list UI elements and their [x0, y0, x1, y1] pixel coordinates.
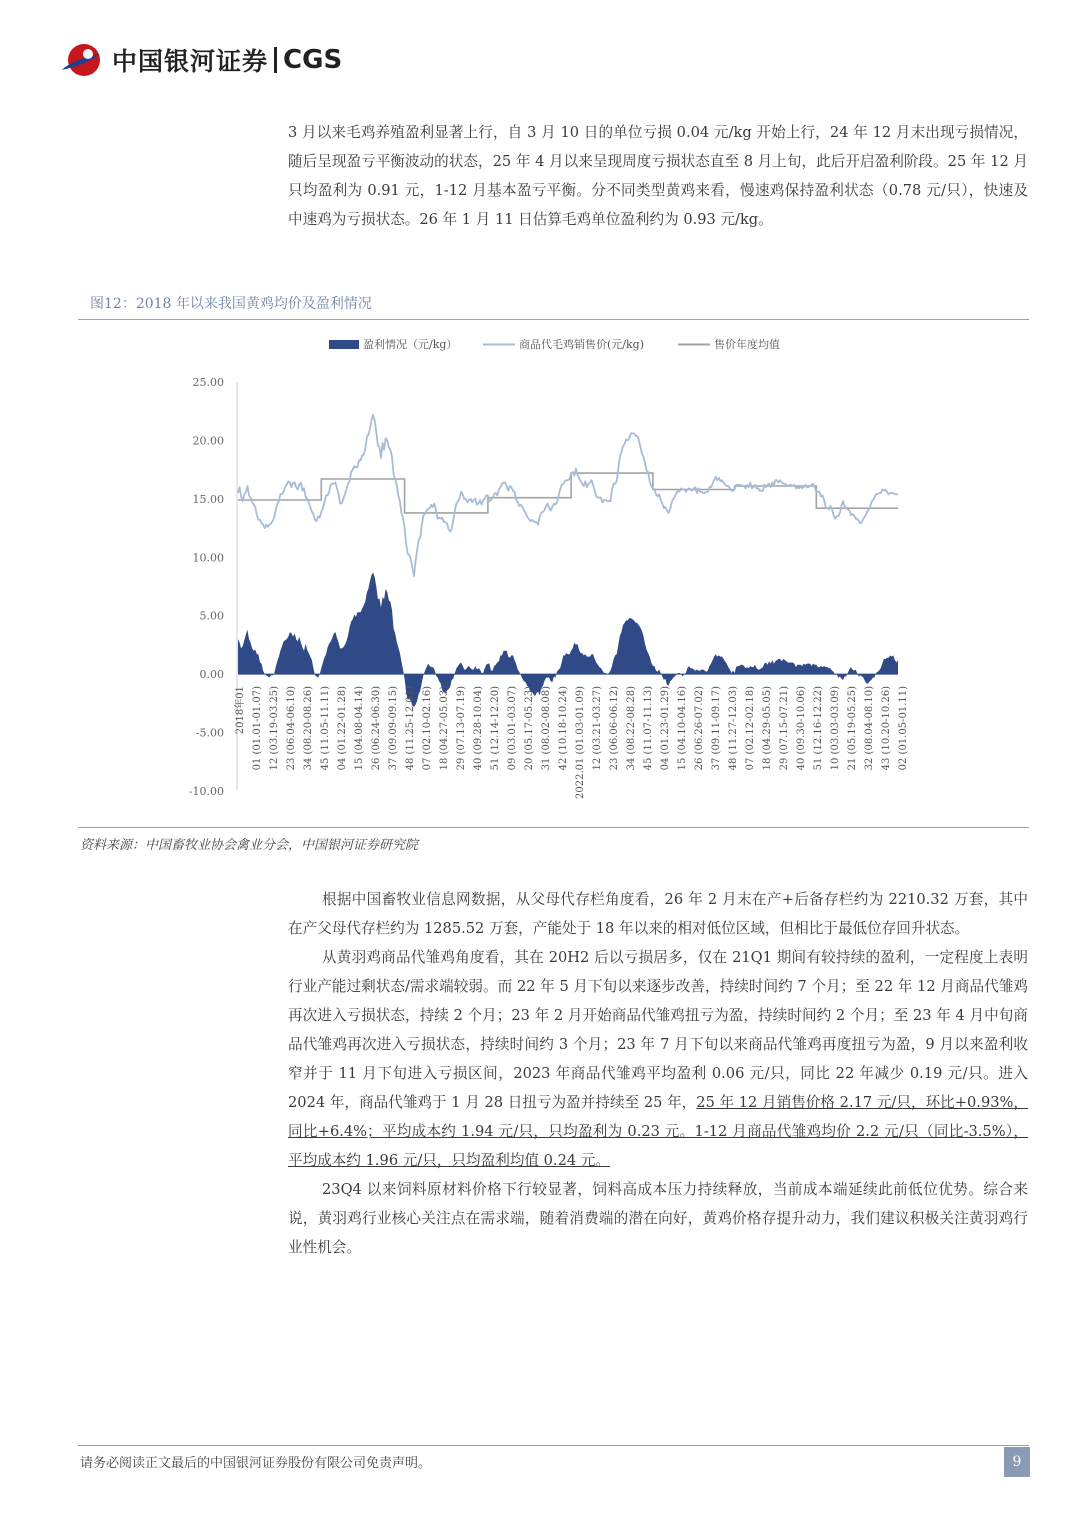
legend-label-profit: 盈利情况（元/kg）	[363, 338, 458, 351]
x-category-label: 2018年01	[235, 686, 246, 735]
legend-swatch-profit	[329, 340, 359, 349]
x-category-label: 43 (10.20-10.26)	[881, 686, 892, 771]
x-category-label: 23 (06.04-06.10)	[286, 686, 297, 771]
x-category-label: 45 (11.07-11.13)	[643, 686, 654, 771]
x-category-label: 10 (03.03-03.09)	[830, 686, 841, 771]
x-category-label: 12 (03.19-03.25)	[269, 686, 280, 771]
body-text	[288, 885, 1028, 1262]
x-category-label: 40 (09.28-10.04)	[473, 686, 484, 771]
series-annual-average-step	[238, 473, 898, 513]
x-category-label: 23 (06.06-06.12)	[609, 686, 620, 771]
x-axis-labels	[233, 686, 909, 799]
x-category-label: 02 (01.05-01.11)	[898, 686, 909, 771]
plot-area	[238, 415, 898, 707]
x-category-label: 34 (08.22-08.28)	[626, 686, 637, 771]
x-category-label: 34 (08.20-08.26)	[303, 686, 314, 771]
y-tick-label: 10.00	[192, 551, 224, 565]
legend-label-annual-avg: 售价年度均值	[714, 338, 780, 351]
legend-label-price: 商品代毛鸡销售价(元/kg)	[519, 338, 644, 351]
x-category-label: 04 (01.22-01.28)	[337, 686, 348, 771]
profit-price-chart	[150, 325, 910, 820]
x-category-label: 32 (08.04-08.10)	[864, 686, 875, 771]
paragraph-chick-profit-text: 从黄羽鸡商品代雏鸡角度看，其在 20H2 后以亏损居多，仅在 21Q1 期间有较持续的盈利，一定程度上表明行业产能过剩状态/需求端较弱。而 22 年 5 月下旬以来逐步改善，持续时间约 7 个月；至 22 年 12 月商品代雏鸡再次进入亏损状态，持续 2 个月；23 年 2 月开始商品代雏鸡扭亏为盈，持续时间约 2 个月；至 23 年 4 月中旬商品代雏鸡再次进入亏损状态，持续时间约 3 个月；23 年 7 月下旬以来商品代雏鸡再度扭亏为盈，9 月以来盈利收窄并于 11 月下旬进入亏损区间，2023 年商品代雏鸡平均盈利 0.06 元/只，同比 22 年减少 0.19 元/只。进入 2024 年，商品代雏鸡于 1 月 28 日扭亏为盈并持续至 25 年，	[288, 949, 1028, 1111]
figure-top-rule	[78, 319, 1029, 320]
y-tick-label: -5.00	[195, 726, 224, 740]
x-category-label: 37 (09.09-09.15)	[388, 686, 399, 771]
x-category-label: 42 (10.18-10.24)	[558, 686, 569, 771]
paragraph-parent-stock: 根据中国畜牧业信息网数据，从父母代存栏角度看，26 年 2 月末在产+后备存栏约为 2210.32 万套，其中在产父母代存栏约为 1285.52 万套，产能处于 18 年以来的相对低位区域，但相比于最低位存回升状态。	[288, 891, 1028, 937]
footer-rule	[78, 1445, 1029, 1446]
y-tick-label: -10.00	[188, 785, 224, 798]
x-category-label: 04 (01.23-01.29)	[660, 686, 671, 771]
x-category-label: 26 (06.24-06.30)	[371, 686, 382, 771]
footer-disclaimer: 请务必阅读正文最后的中国银河证券股份有限公司免责声明。	[80, 1456, 432, 1471]
x-category-label: 01 (01.01-01.07)	[252, 686, 263, 771]
x-category-label: 07 (02.10-02.16)	[422, 686, 433, 771]
figure-source: 资料来源：中国畜牧业协会禽业分会，中国银河证券研究院	[80, 838, 419, 853]
x-category-label: 20 (05.17-05.23)	[524, 686, 535, 771]
x-category-label: 51 (12.16-12.22)	[813, 686, 824, 771]
x-category-label: 09 (03.01-03.07)	[507, 686, 518, 771]
x-category-label: 48 (11.27-12.03)	[728, 686, 739, 771]
series-price-line	[238, 415, 898, 576]
brand-name-en: CGS	[283, 45, 343, 75]
x-category-label: 26 (06.26-07.02)	[694, 686, 705, 771]
x-category-label: 48 (11.25-12.01)	[405, 686, 416, 771]
x-category-label: 2022.01 (01.03-01.09)	[575, 686, 586, 799]
x-category-label: 21 (05.19-05.25)	[847, 686, 858, 771]
x-category-label: 18 (04.29-05.05)	[762, 686, 773, 771]
x-category-label: 15 (04.10-04.16)	[677, 686, 688, 771]
x-category-label: 15 (04.08-04.14)	[354, 686, 365, 771]
x-category-label: 07 (02.12-02.18)	[745, 686, 756, 771]
y-axis	[189, 376, 224, 798]
paragraph-chick-profit-highlight: 25 年 12 月销售价格 2.17 元/只，环比+0.93%，同比+6.4%；平均成本约 1.94 元/只，只均盈利为 0.23 元。1-12 月商品代雏鸡均价 2.2 元/只（同比-3.5%），平均成本约 1.96 元/只，只均盈利均值 0.24 元。	[288, 1094, 1028, 1169]
brand-divider	[274, 47, 277, 73]
y-tick-label: 25.00	[192, 376, 224, 389]
y-tick-label: 15.00	[192, 492, 224, 506]
x-category-label: 51 (12.14-12.20)	[490, 686, 501, 771]
x-category-label: 40 (09.30-10.06)	[796, 686, 807, 771]
x-category-label: 29 (07.15-07.21)	[779, 686, 790, 771]
x-category-label: 18 (04.27-05.03)	[439, 686, 450, 771]
cgs-logo-icon	[60, 40, 104, 80]
paragraph-chick-profit	[288, 943, 1028, 1175]
brand-logo	[60, 40, 342, 80]
figure-bottom-rule	[78, 827, 1029, 828]
y-tick-label: 5.00	[199, 609, 224, 623]
x-category-label: 12 (03.21-03.27)	[592, 686, 603, 771]
brand-name-cn: 中国银河证券	[112, 47, 269, 76]
x-category-label: 29 (07.13-07.19)	[456, 686, 467, 771]
figure-title: 图12：2018 年以来我国黄鸡均价及盈利情况	[90, 296, 372, 312]
chart-legend	[329, 337, 780, 351]
page-number: 9	[1004, 1447, 1030, 1477]
x-category-label: 37 (09.11-09.17)	[711, 686, 722, 771]
x-category-label: 45 (11.05-11.11)	[320, 686, 331, 771]
intro-paragraph: 3 月以来毛鸡养殖盈利显著上行，自 3 月 10 日的单位亏损 0.04 元/kg 开始上行，24 年 12 月末出现亏损情况，随后呈现盈亏平衡波动的状态，25 年 4 月以来呈现周度亏损状态直至 8 月上旬，此后开启盈利阶段。25 年 12 月只均盈利为 0.91 元，1-12 月基本盈亏平衡。分不同类型黄鸡来看，慢速鸡保持盈利状态（0.78 元/只），快速及中速鸡为亏损状态。26 年 1 月 11 日估算毛鸡单位盈利约为 0.93 元/kg。	[288, 124, 1028, 228]
y-tick-label: 20.00	[192, 434, 224, 448]
x-category-label: 31 (08.02-08.08)	[541, 686, 552, 771]
y-tick-label: 0.00	[199, 668, 224, 682]
paragraph-outlook: 23Q4 以来饲料原材料价格下行较显著，饲料高成本压力持续释放，当前成本端延续此前低位优势。综合来说，黄羽鸡行业核心关注点在需求端，随着消费端的潜在向好，黄鸡价格存提升动力，我们建议积极关注黄羽鸡行业性机会。	[288, 1181, 1028, 1256]
